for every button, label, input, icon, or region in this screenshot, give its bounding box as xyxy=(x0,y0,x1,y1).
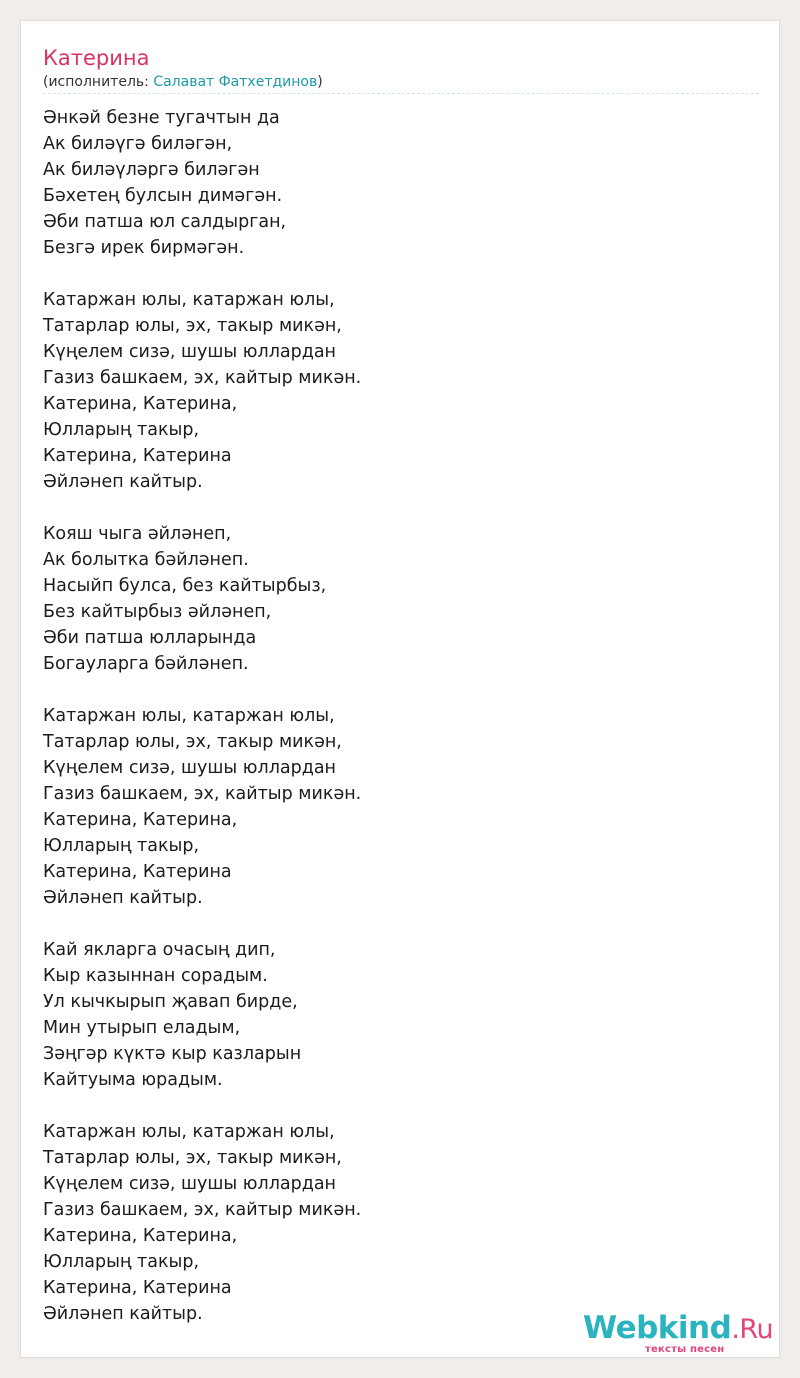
logo-tagline: тексты песен xyxy=(645,1344,725,1355)
lyrics-stanza xyxy=(43,703,361,911)
lyric-line: Әйләнеп кайтыр. xyxy=(43,888,203,908)
lyric-line: Без кайтырбыз әйләнеп, xyxy=(43,602,272,622)
lyrics-stanza xyxy=(43,521,361,677)
lyric-line: Кояш чыга әйләнеп, xyxy=(43,524,232,544)
lyric-line: Татарлар юлы, эх, такыр микән, xyxy=(43,316,342,336)
logo-brand: Webkind xyxy=(583,1310,732,1346)
lyric-line: Күңелем сизә, шушы юллардан xyxy=(43,758,336,778)
lyric-line: Кыр казыннан сорадым. xyxy=(43,966,268,986)
lyric-line: Кайтуыма юрадым. xyxy=(43,1070,223,1090)
logo-tld: .Ru xyxy=(731,1314,774,1345)
lyric-line: Катерина, Катерина xyxy=(43,1278,232,1298)
header-divider xyxy=(43,93,759,94)
lyric-line: Татарлар юлы, эх, такыр микән, xyxy=(43,732,342,752)
lyric-line: Күңелем сизә, шушы юллардан xyxy=(43,342,336,362)
lyric-line: Газиз башкаем, эх, кайтыр микән. xyxy=(43,1200,362,1220)
lyric-line: Катаржан юлы, катаржан юлы, xyxy=(43,290,335,310)
lyric-line: Катерина, Катерина, xyxy=(43,1226,238,1246)
lyric-line: Ак биләүләргә биләгән xyxy=(43,160,260,180)
lyric-line: Газиз башкаем, эх, кайтыр микән. xyxy=(43,368,362,388)
lyric-line: Зәңгәр күктә кыр казларын xyxy=(43,1044,302,1064)
artist-link[interactable]: Салават Фатхетдинов xyxy=(153,74,318,90)
lyric-line: Ул кычкырып җавап бирде, xyxy=(43,992,298,1012)
lyrics-stanza xyxy=(43,1119,361,1327)
lyric-line: Катерина, Катерина xyxy=(43,862,232,882)
lyric-line: Әйләнеп кайтыр. xyxy=(43,1304,203,1324)
lyric-line: Безгә ирек бирмәгән. xyxy=(43,238,245,258)
lyric-line: Әйләнеп кайтыр. xyxy=(43,472,203,492)
lyric-line: Юлларың такыр, xyxy=(43,1252,200,1272)
lyric-line: Катаржан юлы, катаржан юлы, xyxy=(43,706,335,726)
lyric-line: Татарлар юлы, эх, такыр микән, xyxy=(43,1148,342,1168)
song-title: Катерина xyxy=(43,46,150,70)
lyric-line: Катерина, Катерина, xyxy=(43,394,238,414)
lyric-line: Юлларың такыр, xyxy=(43,420,200,440)
webkind-logo[interactable] xyxy=(583,1311,783,1355)
lyric-line: Күңелем сизә, шушы юллардан xyxy=(43,1174,336,1194)
lyrics-stanza xyxy=(43,287,361,495)
lyric-line: Богауларга бәйләнеп. xyxy=(43,654,249,674)
logo-wordmark xyxy=(583,1311,773,1347)
lyric-line: Катерина, Катерина, xyxy=(43,810,238,830)
artist-line xyxy=(43,72,323,92)
lyrics-card xyxy=(20,20,780,1358)
lyric-line: Ак биләүгә биләгән, xyxy=(43,134,233,154)
lyrics-stanza xyxy=(43,937,361,1093)
lyric-line: Катаржан юлы, катаржан юлы, xyxy=(43,1122,335,1142)
lyrics-text xyxy=(43,105,361,1327)
lyric-line: Газиз башкаем, эх, кайтыр микән. xyxy=(43,784,362,804)
lyric-line: Бәхетең булсын димәгән. xyxy=(43,186,283,206)
lyric-line: Ак болытка бәйләнеп. xyxy=(43,550,249,570)
lyric-line: Әби патша юл салдырган, xyxy=(43,212,287,232)
lyric-line: Насыйп булса, без кайтырбыз, xyxy=(43,576,327,596)
lyric-line: Мин утырып еладым, xyxy=(43,1018,241,1038)
lyric-line: Әнкәй безне тугачтын да xyxy=(43,108,280,128)
artist-prefix: (исполнитель: xyxy=(43,74,154,90)
lyric-line: Кай якларга очасың дип, xyxy=(43,940,276,960)
lyrics-stanza xyxy=(43,105,361,261)
artist-suffix: ) xyxy=(317,74,323,90)
lyric-line: Юлларың такыр, xyxy=(43,836,200,856)
lyric-line: Катерина, Катерина xyxy=(43,446,232,466)
lyric-line: Әби патша юлларында xyxy=(43,628,257,648)
